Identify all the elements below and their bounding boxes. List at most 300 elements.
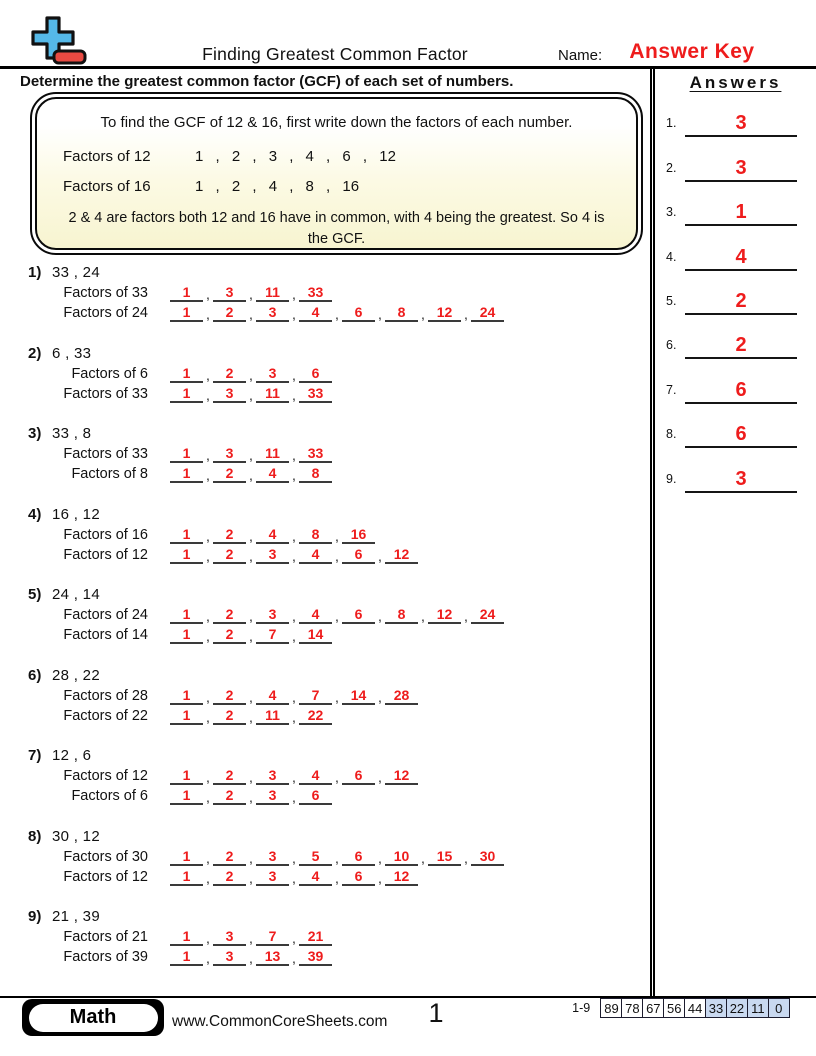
example-box <box>30 92 643 255</box>
problem-number: 8) <box>28 827 42 845</box>
problem-6 <box>28 666 650 726</box>
factor-answer-blank: 7 <box>299 687 332 705</box>
factor-answer-blank: 1 <box>170 445 203 463</box>
comma-separator: , <box>206 467 210 483</box>
factor-answer-blank: 33 <box>299 284 332 302</box>
factor-blanks <box>170 868 418 887</box>
problem-pair: 30 , 12 <box>52 827 100 845</box>
comma-separator: , <box>378 869 382 886</box>
factor-answer-blank: 12 <box>385 767 418 785</box>
comma-separator: , <box>249 286 253 302</box>
factor-answer-blank: 3 <box>256 606 289 624</box>
factor-answer-blank: 1 <box>170 868 203 886</box>
factor-answer-blank: 6 <box>299 365 332 383</box>
problem-header <box>28 746 650 766</box>
plus-minus-logo-icon <box>26 14 90 71</box>
factor-answer-blank: 1 <box>170 385 203 403</box>
factor-answer-blank: 1 <box>170 928 203 946</box>
factor-answer-blank: 4 <box>299 546 332 564</box>
factor-answer-blank: 11 <box>256 445 289 463</box>
problem-pair: 28 , 22 <box>52 666 100 684</box>
answer-blank-line <box>685 334 797 359</box>
factor-answer-blank: 1 <box>170 687 203 705</box>
answer-row-5 <box>655 273 816 317</box>
factor-answer-blank: 1 <box>170 304 203 322</box>
comma-separator: , <box>292 769 296 785</box>
comma-separator: , <box>206 769 210 785</box>
factor-blanks <box>170 848 504 867</box>
factor-row-label: Factors of 30 <box>63 848 148 865</box>
problem-header <box>28 827 650 847</box>
factor-blanks <box>170 385 332 404</box>
factor-blanks <box>170 928 332 947</box>
factor-blanks <box>170 284 332 303</box>
factor-answer-blank: 3 <box>256 848 289 866</box>
problem-4 <box>28 505 650 565</box>
score-cell: 56 <box>663 998 686 1018</box>
problem-number: 3) <box>28 425 42 442</box>
comma-separator: , <box>206 527 210 544</box>
answer-row-1 <box>655 95 816 139</box>
factor-answer-blank: 12 <box>428 304 461 322</box>
comma-separator: , <box>292 286 296 302</box>
answer-number: 3. <box>666 205 677 220</box>
factor-answer-blank: 14 <box>342 687 375 705</box>
comma-separator: , <box>335 547 339 564</box>
comma-separator: , <box>206 789 210 805</box>
comma-separator: , <box>249 366 253 383</box>
factor-answer-blank: 1 <box>170 948 203 966</box>
factor-row <box>28 444 650 464</box>
factor-row <box>28 283 650 303</box>
factor-answer-blank: 1 <box>170 526 203 544</box>
factor-answer-blank: 2 <box>213 687 246 705</box>
answer-number: 4. <box>666 249 677 264</box>
example-row-label: Factors of 16 <box>63 177 151 195</box>
factor-answer-blank: 7 <box>256 626 289 644</box>
answer-key-label: Answer Key <box>629 40 755 63</box>
factor-answer-blank: 3 <box>256 304 289 322</box>
factor-answer-blank: 21 <box>299 928 332 946</box>
problem-pair: 16 , 12 <box>52 505 100 523</box>
factor-row-label: Factors of 6 <box>71 788 148 804</box>
comma-separator: , <box>335 869 339 886</box>
example-row-values: 1 , 2 , 4 , 8 , 16 <box>195 177 360 195</box>
factor-answer-blank: 6 <box>342 767 375 785</box>
comma-separator: , <box>378 608 382 624</box>
factor-row <box>28 364 650 384</box>
comma-separator: , <box>464 306 468 322</box>
factor-answer-blank: 1 <box>170 546 203 564</box>
factor-row-label: Factors of 24 <box>63 305 148 321</box>
factor-row-label: Factors of 8 <box>71 466 148 482</box>
answer-value: 2 <box>735 334 747 357</box>
example-box-inner <box>35 97 638 250</box>
answer-value: 3 <box>735 112 747 135</box>
comma-separator: , <box>292 447 296 463</box>
factor-answer-blank: 4 <box>256 526 289 544</box>
comma-separator: , <box>206 447 210 463</box>
problem-number: 5) <box>28 586 42 603</box>
factor-row <box>28 706 650 726</box>
factor-answer-blank: 10 <box>385 848 418 866</box>
example-factor-row <box>53 172 620 202</box>
factor-answer-blank: 1 <box>170 284 203 302</box>
factor-answer-blank: 14 <box>299 626 332 644</box>
factor-answer-blank: 11 <box>256 284 289 302</box>
comma-separator: , <box>249 789 253 805</box>
factor-answer-blank: 2 <box>213 546 246 564</box>
factor-row <box>28 927 650 947</box>
answer-value: 2 <box>735 289 747 312</box>
factor-answer-blank: 3 <box>256 787 289 805</box>
problem-header <box>28 585 650 605</box>
factor-answer-blank: 2 <box>213 304 246 322</box>
factor-answer-blank: 4 <box>299 304 332 322</box>
answer-row-6 <box>655 317 816 361</box>
factor-answer-blank: 1 <box>170 707 203 725</box>
factor-answer-blank: 24 <box>471 304 504 322</box>
comma-separator: , <box>378 547 382 564</box>
comma-separator: , <box>292 849 296 866</box>
factor-blanks <box>170 365 332 384</box>
factor-answer-blank: 3 <box>213 445 246 463</box>
factor-row-label: Factors of 33 <box>63 385 148 402</box>
example-row-values: 1 , 2 , 3 , 4 , 6 , 12 <box>195 148 396 165</box>
factor-answer-blank: 2 <box>213 848 246 866</box>
factor-row-label: Factors of 33 <box>63 446 148 462</box>
factor-answer-blank: 6 <box>342 848 375 866</box>
factor-blanks <box>170 465 332 484</box>
problem-header <box>28 424 650 444</box>
problem-pair: 12 , 6 <box>52 747 92 764</box>
factor-answer-blank: 24 <box>471 606 504 624</box>
page-number: 1 <box>428 998 444 1028</box>
factor-answer-blank: 12 <box>385 868 418 886</box>
factor-answer-blank: 2 <box>213 365 246 383</box>
comma-separator: , <box>464 849 468 866</box>
factor-answer-blank: 4 <box>256 465 289 483</box>
answer-row-8 <box>655 406 816 450</box>
factor-row <box>28 525 650 545</box>
factor-row <box>28 766 650 786</box>
instruction-text: Determine the greatest common factor (GCF) of each set of numbers. <box>20 73 514 90</box>
factor-answer-blank: 33 <box>299 445 332 463</box>
factor-answer-blank: 8 <box>385 304 418 322</box>
factor-answer-blank: 2 <box>213 606 246 624</box>
comma-separator: , <box>292 930 296 946</box>
comma-separator: , <box>292 386 296 403</box>
factor-answer-blank: 33 <box>299 385 332 403</box>
comma-separator: , <box>292 527 296 544</box>
comma-separator: , <box>421 608 425 624</box>
factor-answer-blank: 3 <box>256 767 289 785</box>
answer-number: 7. <box>666 382 677 397</box>
factor-answer-blank: 2 <box>213 787 246 805</box>
factor-blanks <box>170 445 332 464</box>
worksheet-title: Finding Greatest Common Factor <box>202 44 468 64</box>
problem-9 <box>28 907 650 967</box>
answer-value: 1 <box>735 201 747 224</box>
factor-blanks <box>170 606 504 625</box>
comma-separator: , <box>335 306 339 322</box>
factor-answer-blank: 3 <box>256 546 289 564</box>
name-label: Name: <box>558 47 603 64</box>
problem-5 <box>28 585 650 645</box>
factor-row <box>28 545 650 565</box>
comma-separator: , <box>421 306 425 322</box>
factor-answer-blank: 2 <box>213 767 246 785</box>
factor-answer-blank: 8 <box>299 465 332 483</box>
answer-row-3 <box>655 184 816 228</box>
comma-separator: , <box>292 547 296 564</box>
example-row-label: Factors of 12 <box>63 148 151 165</box>
example-factor-row <box>53 142 620 172</box>
problem-3 <box>28 424 650 484</box>
factor-row-label: Factors of 28 <box>63 687 148 704</box>
factor-answer-blank: 39 <box>299 948 332 966</box>
factor-answer-blank: 1 <box>170 465 203 483</box>
factor-row-label: Factors of 33 <box>63 285 148 301</box>
answer-number: 9. <box>666 471 677 486</box>
factor-answer-blank: 6 <box>342 304 375 322</box>
factor-answer-blank: 5 <box>299 848 332 866</box>
problem-header <box>28 263 650 283</box>
factor-blanks <box>170 526 375 545</box>
factor-answer-blank: 3 <box>256 868 289 886</box>
factor-answer-blank: 4 <box>299 767 332 785</box>
factor-answer-blank: 30 <box>471 848 504 866</box>
comma-separator: , <box>249 688 253 705</box>
factor-answer-blank: 1 <box>170 365 203 383</box>
comma-separator: , <box>206 386 210 403</box>
answer-blank-line <box>685 157 797 182</box>
factor-answer-blank: 3 <box>213 928 246 946</box>
factor-answer-blank: 6 <box>299 787 332 805</box>
comma-separator: , <box>206 547 210 564</box>
comma-separator: , <box>335 688 339 705</box>
factor-answer-blank: 3 <box>213 284 246 302</box>
factor-row <box>28 605 650 625</box>
factor-blanks <box>170 304 504 323</box>
comma-separator: , <box>249 306 253 322</box>
comma-separator: , <box>378 849 382 866</box>
factor-answer-blank: 16 <box>342 526 375 544</box>
factor-answer-blank: 1 <box>170 848 203 866</box>
factor-answer-blank: 8 <box>299 526 332 544</box>
problem-8 <box>28 827 650 887</box>
factor-row <box>28 786 650 806</box>
factor-answer-blank: 15 <box>428 848 461 866</box>
problem-pair: 33 , 8 <box>52 425 92 442</box>
score-cell: 11 <box>747 998 770 1018</box>
problem-number: 1) <box>28 264 42 281</box>
plus-minus-logo-svg <box>26 14 90 66</box>
problem-1 <box>28 263 650 323</box>
factor-answer-blank: 8 <box>385 606 418 624</box>
comma-separator: , <box>249 849 253 866</box>
comma-separator: , <box>292 628 296 644</box>
answer-blank-line <box>685 112 797 137</box>
comma-separator: , <box>249 467 253 483</box>
factor-blanks <box>170 767 418 786</box>
score-cell: 22 <box>726 998 749 1018</box>
factor-answer-blank: 4 <box>256 687 289 705</box>
answer-value: 6 <box>735 423 747 446</box>
subject-badge <box>22 999 164 1036</box>
comma-separator: , <box>292 708 296 725</box>
problems-list <box>28 263 650 988</box>
factor-blanks <box>170 707 332 726</box>
comma-separator: , <box>249 708 253 725</box>
factor-answer-blank: 4 <box>299 868 332 886</box>
score-cell: 44 <box>684 998 707 1018</box>
score-cell: 89 <box>600 998 623 1018</box>
factor-answer-blank: 3 <box>256 365 289 383</box>
answer-value: 3 <box>735 467 747 490</box>
answer-value: 6 <box>735 378 747 401</box>
factor-row-label: Factors of 12 <box>63 546 148 563</box>
comma-separator: , <box>249 930 253 946</box>
comma-separator: , <box>421 849 425 866</box>
factor-row <box>28 947 650 967</box>
example-intro: To find the GCF of 12 & 16, first write down the factors of each number. <box>100 114 573 131</box>
comma-separator: , <box>335 849 339 866</box>
factor-blanks <box>170 948 332 967</box>
answer-blank-line <box>685 423 797 448</box>
factor-answer-blank: 7 <box>256 928 289 946</box>
factor-row <box>28 867 650 887</box>
problem-2 <box>28 344 650 404</box>
comma-separator: , <box>206 286 210 302</box>
answer-number: 6. <box>666 338 677 353</box>
comma-separator: , <box>206 930 210 946</box>
comma-separator: , <box>292 608 296 624</box>
comma-separator: , <box>249 950 253 966</box>
answer-number: 2. <box>666 160 677 175</box>
factor-answer-blank: 2 <box>213 526 246 544</box>
factor-row-label: Factors of 24 <box>63 607 148 623</box>
factor-answer-blank: 13 <box>256 948 289 966</box>
score-cells <box>600 998 790 1018</box>
factor-answer-blank: 6 <box>342 868 375 886</box>
answer-row-7 <box>655 361 816 405</box>
factor-answer-blank: 3 <box>213 948 246 966</box>
factor-row <box>28 464 650 484</box>
comma-separator: , <box>249 608 253 624</box>
factor-answer-blank: 11 <box>256 385 289 403</box>
factor-answer-blank: 1 <box>170 787 203 805</box>
answer-number: 8. <box>666 427 677 442</box>
comma-separator: , <box>206 306 210 322</box>
factor-row <box>28 847 650 867</box>
score-cell: 0 <box>768 998 791 1018</box>
comma-separator: , <box>378 769 382 785</box>
factor-row-label: Factors of 39 <box>63 949 148 965</box>
problem-pair: 33 , 24 <box>52 264 100 281</box>
answers-title: Answers <box>689 73 782 92</box>
comma-separator: , <box>335 527 339 544</box>
comma-separator: , <box>206 849 210 866</box>
factor-row-label: Factors of 16 <box>63 526 148 543</box>
comma-separator: , <box>249 447 253 463</box>
answer-blank-line <box>685 379 797 404</box>
answer-blank-line <box>685 201 797 226</box>
factor-answer-blank: 2 <box>213 626 246 644</box>
comma-separator: , <box>206 708 210 725</box>
comma-separator: , <box>206 950 210 966</box>
factor-row-label: Factors of 12 <box>63 768 148 784</box>
problem-pair: 24 , 14 <box>52 586 100 603</box>
problem-7 <box>28 746 650 806</box>
comma-separator: , <box>464 608 468 624</box>
answers-sidebar <box>650 68 816 997</box>
comma-separator: , <box>249 769 253 785</box>
answer-row-9 <box>655 450 816 494</box>
problem-header <box>28 505 650 525</box>
factor-row-label: Factors of 14 <box>63 627 148 643</box>
answer-row-4 <box>655 228 816 272</box>
comma-separator: , <box>249 386 253 403</box>
problem-number: 2) <box>28 344 42 362</box>
problem-header <box>28 666 650 686</box>
factor-row-label: Factors of 6 <box>71 365 148 382</box>
factor-row-label: Factors of 21 <box>63 929 148 945</box>
comma-separator: , <box>292 950 296 966</box>
factor-answer-blank: 1 <box>170 606 203 624</box>
problem-header <box>28 344 650 364</box>
factor-answer-blank: 6 <box>342 546 375 564</box>
factor-answer-blank: 1 <box>170 626 203 644</box>
factor-answer-blank: 3 <box>213 385 246 403</box>
factor-row <box>28 303 650 323</box>
comma-separator: , <box>249 527 253 544</box>
comma-separator: , <box>249 628 253 644</box>
factor-blanks <box>170 546 418 565</box>
factor-answer-blank: 12 <box>428 606 461 624</box>
comma-separator: , <box>292 306 296 322</box>
factor-answer-blank: 2 <box>213 868 246 886</box>
factor-answer-blank: 28 <box>385 687 418 705</box>
comma-separator: , <box>292 467 296 483</box>
factor-row <box>28 625 650 645</box>
answer-value: 3 <box>735 156 747 179</box>
factor-answer-blank: 22 <box>299 707 332 725</box>
problem-number: 9) <box>28 908 42 925</box>
comma-separator: , <box>206 366 210 383</box>
factor-answer-blank: 11 <box>256 707 289 725</box>
comma-separator: , <box>335 608 339 624</box>
answer-blank-line <box>685 468 797 493</box>
problem-number: 6) <box>28 666 42 684</box>
comma-separator: , <box>206 628 210 644</box>
comma-separator: , <box>292 789 296 805</box>
subject-badge-label: Math <box>29 1004 158 1032</box>
factor-answer-blank: 6 <box>342 606 375 624</box>
problem-number: 7) <box>28 747 42 764</box>
factor-answer-blank: 12 <box>385 546 418 564</box>
answer-row-2 <box>655 139 816 183</box>
factor-blanks <box>170 626 332 645</box>
answer-blank-line <box>685 246 797 271</box>
comma-separator: , <box>206 869 210 886</box>
factor-row <box>28 384 650 404</box>
score-table <box>572 998 790 1018</box>
answer-number: 1. <box>666 116 677 131</box>
comma-separator: , <box>335 769 339 785</box>
score-range-label: 1-9 <box>572 1001 591 1015</box>
answer-blank-line <box>685 290 797 315</box>
